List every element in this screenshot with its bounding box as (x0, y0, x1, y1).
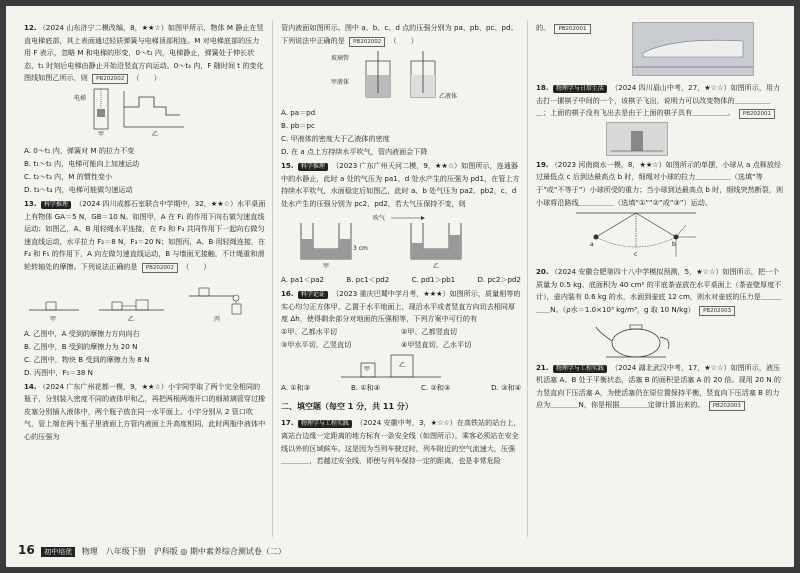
option-b: B. pb＝pc (281, 121, 315, 131)
options-row (281, 274, 521, 287)
question-text: （2024 湖北武汉中考，17，★☆☆）如图所示，液压机活塞 A、B 处于平衡状态，活塞 B 的面积是活塞 A 的 20 倍。现用 20 N 的力竖直向下压活塞 A，为使活塞仍在原位置保持平衡，竖直向下压活塞 B 的力应为＿＿＿＿N，你是根据＿＿＿＿定律计算出来的。 (536, 362, 781, 410)
choice-1: ①甲、乙都水平切 (281, 326, 338, 336)
column-left (24, 22, 266, 446)
option-b: B. t₁～t₂ 内，电梯可能向上加速运动 (24, 158, 140, 168)
answer-paren: （ ） (182, 261, 211, 271)
page-number: 16 (18, 543, 35, 557)
topic-tag: 科学推理 (298, 163, 328, 171)
code-stamp: PB202001 (739, 109, 775, 119)
option-d: D. t₃～t₄ 内，电梯可能做匀速运动 (24, 184, 133, 194)
option-d: D. ③和④ (491, 383, 521, 393)
option-a: A. 乙图中，A 受到的摩擦力方向向右 (24, 328, 140, 338)
option-c: C. t₂～t₃ 内，M 的惯性变小 (24, 171, 113, 181)
figure-chess (536, 122, 784, 156)
question-16 (281, 288, 521, 395)
column-divider (527, 20, 528, 537)
question-number: 21. (536, 362, 549, 372)
label-3cm: 3 cm (353, 244, 368, 252)
question-text: （2024 广东广州花都一模，9，★★☆）小宇同学取了两个完全相同的瓶子，分别装入密度不同的液体甲和乙，再把两根两端开口的细玻璃管穿过橡皮塞分别插入液体中，两个瓶子放在同一水平面上。小宇分别从 2 管口吹气，管上端在两个瓶子里液面上方管内液面上升高度相同，此时两瓶中液体中心的压强为 (24, 381, 266, 441)
option-a: A. 0～t₁ 内，弹簧对 M 的拉力不变 (24, 145, 135, 155)
question-15 (281, 160, 521, 286)
question-14 (24, 381, 266, 444)
option-a: A. ①和③ (281, 383, 311, 393)
label-elevator: 电梯 (74, 94, 87, 102)
label-a: a (590, 241, 594, 249)
question-text: （2024 四川眉山中考，27，★☆☆）如图所示，用力击打一摞棋子中间的一个，该棋子飞出，说明力可以改变物体的＿＿＿＿＿＿；上面的棋子没有飞出去是由于上面的棋子具有＿＿＿＿＿。 (536, 83, 781, 118)
option-c: C. ②和③ (421, 383, 451, 393)
label-blow: 吹气 (373, 214, 386, 222)
option-b: B. 乙图中，B 受到的摩擦力为 20 N (24, 341, 138, 351)
code-stamp: PB202002 (349, 37, 385, 47)
question-text: （2024 安徽中考，3，★☆☆）在高铁站的站台上，离站台边缘一定距离的地方标有一条安全线（如图所示），乘客必须站在安全线以外的区域候车。这是因为当列车驶过时，列车附近的空气流速大，压强＿＿＿＿，若越过安全线，即使与列车保持一定的距离，也是非常危险 (281, 418, 521, 466)
topic-tag: 物理学与日常生活 (553, 85, 607, 93)
question-text: 管内液面如图所示。图中 a、b、c、d 点的压强分别为 pa、pb、pc、pd。下列说法中正确的是 (281, 23, 518, 45)
label-yi: 乙 (152, 130, 159, 138)
label-jia: 甲 (50, 315, 57, 323)
question-19 (536, 159, 784, 263)
column-divider (272, 20, 273, 537)
code-stamp: PB202001 (554, 24, 590, 34)
topic-tag: 科学推理 (41, 201, 71, 209)
figure-elevator (24, 87, 266, 141)
question-18 (536, 82, 784, 156)
figure-pendulum (536, 211, 784, 263)
option-b: B. ①和④ (350, 383, 381, 393)
option-c: C. pd1＞pb1 (411, 274, 456, 284)
footer-text: 物理 八年级下册 沪科版 ◎ 期中素养综合测试卷（二） (81, 547, 286, 556)
cubes-diagram (281, 353, 481, 379)
column-middle (281, 22, 521, 470)
question-number: 20. (536, 267, 549, 277)
column-right (536, 22, 784, 414)
question-text: （2023 河南商水一模，8，★★☆）如图所示的单摆，小球从 a 点释放经过最低点 c 后到达最高点 b 时，细绳对小球的拉力＿＿＿＿＿（选填“等于”或“不等于”）小球所受的重力；当小球到达最高点 b 时，细线突然断裂，则小球将沿路线＿＿＿＿＿（选填“①”“②”或“③”）运动。 (536, 159, 784, 207)
question-text: （2024 四川成都石室联合中学期中，32，★★☆）水平桌面上有物体 GA＝5 N，GB＝10 N。如图甲，A 在 F₁ 的作用下向右做匀速直线运动；如图乙，A、B 用轻绳水平连接，在 F₂ 和 F₃ 共同作用下一起向右做匀速直线运动，水平拉力 F₂＝8 N，F₃＝20 N；如图丙，A、B 用轻绳连接，在 F₄ 和 F₅ 的作用下，A 向左做匀速直线运动，B 与墙面无接触，不计绳重和滑轮转轴处的摩擦。下列说法正确的是 (24, 198, 266, 271)
question-13 (24, 198, 266, 379)
chess-photo (606, 122, 668, 156)
option-a: A. pa＝pd (281, 108, 316, 118)
question-text: （2023 广东广州天河二模，9，★★☆）如图所示，连通器中的水静止，此时 a 处的气压为 pa1，d 处水产生的压强为 pd1，在管上方持续水平吹气，水面稳定后如图乙，此时 a、b 处气压为 pa2、pb2，c、d 处水产生的压强分别为 pc2、pd2，若大气压保持不变，则 (281, 161, 520, 208)
label-jia: 甲 (323, 262, 330, 270)
option-a: A. pa1＜pa2 (281, 274, 325, 284)
question-number: 13. (24, 198, 37, 208)
label-jia: 甲 (98, 130, 105, 138)
figure-bottles (281, 49, 521, 103)
question-number: 12. (24, 23, 37, 32)
answer-paren: （ ） (389, 35, 418, 45)
connector-diagram (281, 213, 511, 271)
topic-tag: 物理学与工程实践 (553, 365, 607, 373)
topic-tag: 科学论证 (298, 291, 328, 299)
option-c: C. 甲液体的密度大于乙液体的密度 (281, 134, 390, 144)
choices-grid (281, 326, 521, 351)
label-liquid-b: 乙液体 (439, 93, 458, 101)
figure-teapot (536, 319, 784, 359)
label-yi: 乙 (128, 315, 135, 323)
label-jia: 甲 (364, 366, 371, 374)
question-17 (281, 417, 521, 467)
label-yi: 乙 (399, 362, 406, 370)
answer-paren: （ ） (132, 73, 161, 83)
question-text: （2023 重庆巴蜀中学月考，★★★）如图所示，质量相等的实心均匀正方体甲、乙置于水平地面上，现沿水平或者竖直方向切去相同厚度 Δh，使得剩余部分对地面的压强相等，下列方案中可行的有 (281, 289, 521, 324)
question-14-cont (281, 22, 521, 158)
teapot-diagram (536, 319, 736, 359)
question-text: （2024 山东济宁二模改编，8，★★☆）如图甲所示，物体 M 静止在竖直电梯底部，其上表面通过轻质弹簧与电梯顶部相连。M 对电梯底部的压力用 F 表示，忽略 M 和电梯的形变，0～t₁ 内，电梯静止，弹簧处于伸长状态，t₁ 时刻后电梯由静止开始沿竖直方向运动。0～t₄ 内，F 随时间 t 的变化图线如图乙所示，则 (24, 23, 264, 83)
code-stamp: PB202002 (142, 263, 178, 273)
option-d: D. 在 a 点上方持续水平吹气，管内液面会下降 (281, 147, 428, 157)
label-c: c (634, 251, 638, 259)
label-b: b (672, 241, 676, 249)
question-21 (536, 362, 784, 412)
question-number: 15. (281, 161, 294, 171)
code-stamp: PB202003 (699, 306, 735, 316)
option-d: D. 丙图中，F₅＝38 N (24, 367, 93, 377)
options-row (281, 382, 521, 395)
elevator-diagram (24, 87, 194, 141)
page-footer (18, 543, 286, 557)
train-photo (632, 22, 754, 76)
series-badge: 初中培优 (41, 547, 75, 557)
label-liquid-a: 甲液体 (331, 79, 350, 87)
figure-cubes (281, 353, 521, 379)
question-number: 16. (281, 289, 294, 299)
figure-connector (281, 213, 521, 271)
question-number: 14. (24, 381, 37, 391)
question-number: 18. (536, 83, 549, 92)
choice-3: ③甲水平切、乙竖直切 (281, 339, 352, 349)
exam-page (6, 6, 794, 567)
option-d: D. pc2＞pd2 (477, 274, 521, 284)
question-20 (536, 266, 784, 358)
topic-tag: 物理学与工程实践 (298, 420, 352, 428)
label-yi: 乙 (433, 262, 440, 270)
section-heading: 二、填空题（每空 1 分，共 11 分） (281, 401, 413, 411)
label-bing: 丙 (214, 315, 221, 323)
figure-blocks (24, 276, 266, 324)
question-text: （2024 安徽合肥第四十八中学模拟预测，5，★☆☆）如图所示，把一个质量为 0.5 kg、底面积为 40 cm² 的平底茶壶放在水平桌面上（茶壶壁厚度不计），壶内装有 0.6 kg 的水，水面到壶底 12 cm，则水对壶底的压力是＿＿＿＿＿N。（ρ水＝1.0×10³ kg/m³，g 取 10 N/kg） (536, 267, 783, 314)
choice-2: ②甲、乙都竖直切 (401, 326, 458, 336)
label-glass-tube: 玻璃管 (331, 55, 350, 63)
option-c: C. 乙图中，物块 B 受到的摩擦力为 8 N (24, 354, 150, 364)
code-stamp: PB202002 (92, 74, 128, 84)
question-17-cont (536, 22, 784, 80)
question-text: 的。 (536, 23, 551, 32)
question-number: 19. (536, 159, 549, 169)
question-number: 17. (281, 418, 294, 428)
choice-4: ④甲竖直切、乙水平切 (401, 339, 472, 349)
option-b: B. pc1＜pd2 (346, 274, 390, 284)
question-12 (24, 22, 266, 196)
code-stamp: PB202003 (709, 401, 745, 411)
